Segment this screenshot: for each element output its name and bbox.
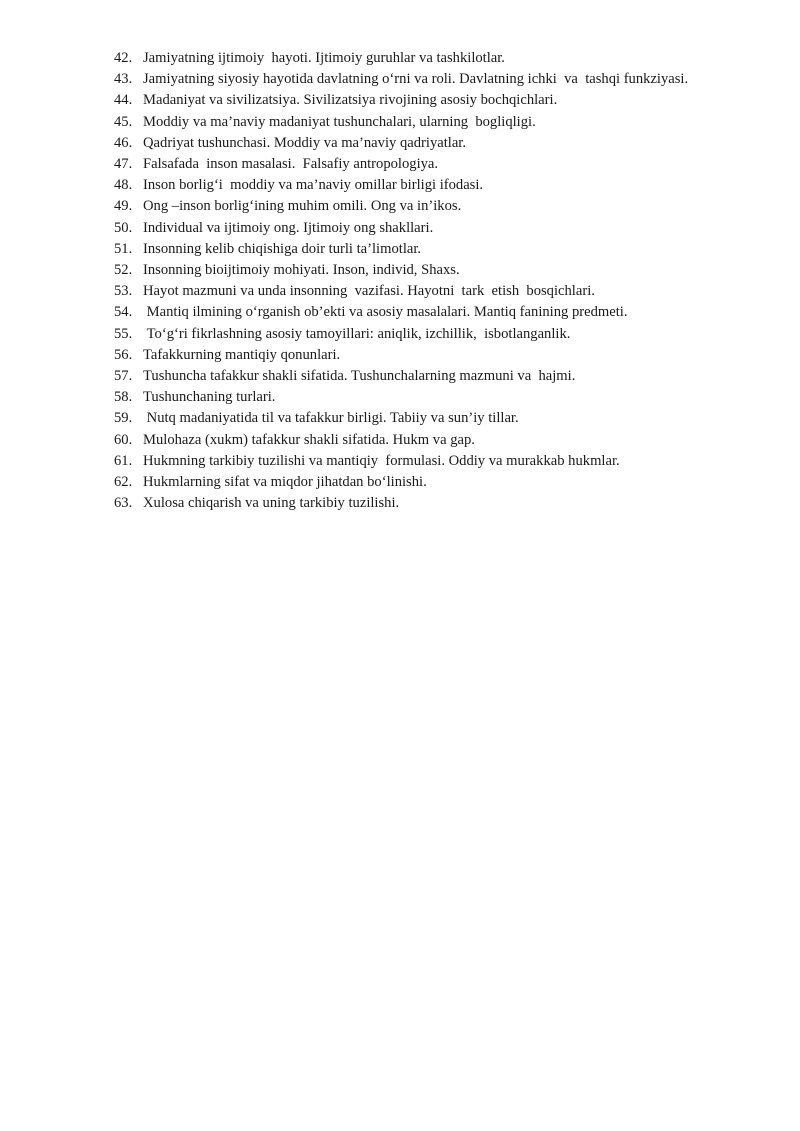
list-item-number: 49. [114, 198, 133, 215]
list-item-number: 51. [114, 240, 133, 257]
topic-list [114, 48, 744, 514]
list-item [114, 239, 744, 260]
list-item-text: Inson borlig‘i moddiy va ma’naviy omillar birligi ifodasi. [143, 177, 484, 194]
list-item-text: Falsafada inson masalasi. Falsafiy antropologiya. [143, 156, 439, 173]
list-item-number: 57. [114, 368, 133, 385]
list-item [114, 493, 744, 514]
list-item-number: 43. [114, 71, 133, 88]
list-item-number: 45. [114, 113, 133, 130]
list-item [114, 175, 744, 196]
list-item [114, 345, 744, 366]
list-item-text: Tafakkurning mantiqiy qonunlari. [143, 346, 341, 363]
list-item [114, 451, 744, 472]
list-item-text: Tushuncha tafakkur shakli sifatida. Tushunchalarning mazmuni va hajmi. [143, 368, 576, 385]
list-item-number: 54. [114, 304, 133, 321]
list-item-text: Hukmlarning sifat va miqdor jihatdan bo‘linishi. [143, 474, 427, 491]
list-item-number: 48. [114, 177, 133, 194]
list-item-number: 55. [114, 325, 133, 342]
list-item-text: To‘g‘ri fikrlashning asosiy tamoyillari: aniqlik, izchillik, isbotlanganlik. [143, 325, 571, 342]
list-item-number: 61. [114, 452, 133, 469]
list-item [114, 218, 744, 239]
list-item [114, 302, 744, 323]
list-item [114, 112, 744, 133]
list-item-text: Mulohaza (xukm) tafakkur shakli sifatida. Hukm va gap. [143, 431, 475, 448]
list-item [114, 133, 744, 154]
list-item-number: 46. [114, 134, 133, 151]
list-item [114, 196, 744, 217]
list-item [114, 260, 744, 281]
list-item [114, 408, 744, 429]
list-item-number: 52. [114, 262, 133, 279]
list-item-number: 42. [114, 50, 133, 66]
list-item-number: 63. [114, 495, 133, 512]
list-item-number: 58. [114, 389, 133, 406]
list-item-number: 59. [114, 410, 133, 427]
list-item-text: Hayot mazmuni va unda insonning vazifasi. Hayotni tark etish bosqichlari. [143, 283, 595, 300]
list-item [114, 90, 744, 111]
list-item-number: 47. [114, 156, 133, 173]
list-item-text: Tushunchaning turlari. [143, 389, 276, 406]
list-item [114, 154, 744, 175]
list-item-number: 44. [114, 92, 133, 109]
list-item-text: Madaniyat va sivilizatsiya. Sivilizatsiya rivojining asosiy bochqichlari. [143, 92, 558, 109]
list-item-text: Individual va ijtimoiy ong. Ijtimoiy ong shakllari. [143, 219, 434, 236]
list-item-text: Nutq madaniyatida til va tafakkur birligi. Tabiiy va sun’iy tillar. [143, 410, 519, 427]
list-item-text: Ong –inson borlig‘ining muhim omili. Ong va in’ikos. [143, 198, 462, 215]
list-item [114, 387, 744, 408]
list-item-text: Hukmning tarkibiy tuzilishi va mantiqiy formulasi. Oddiy va murakkab hukmlar. [143, 452, 620, 469]
list-item-number: 56. [114, 346, 133, 363]
list-item-number: 50. [114, 219, 133, 236]
list-item [114, 48, 744, 69]
list-item [114, 366, 744, 387]
list-item-text: Jamiyatning ijtimoiy hayoti. Ijtimoiy guruhlar va tashkilotlar. [143, 50, 505, 66]
list-item [114, 324, 744, 345]
list-item-text: Xulosa chiqarish va uning tarkibiy tuzilishi. [143, 495, 400, 512]
list-item-text: Insonning kelib chiqishiga doir turli ta’limotlar. [143, 240, 422, 257]
list-item [114, 281, 744, 302]
list-item-number: 60. [114, 431, 133, 448]
list-item-number: 62. [114, 474, 133, 491]
list-item-text: Moddiy va ma’naviy madaniyat tushunchalari, ularning bogliqligi. [143, 113, 536, 130]
list-item-number: 53. [114, 283, 133, 300]
list-item-text: Mantiq ilmining o‘rganish ob’ekti va asosiy masalalari. Mantiq fanining predmeti. [143, 304, 628, 321]
list-item [114, 472, 744, 493]
list-item [114, 69, 744, 90]
list-item-text: Jamiyatning siyosiy hayotida davlatning o‘rni va roli. Davlatning ichki va tashqi funkziyasi. [143, 71, 689, 88]
list-item-text: Qadriyat tushunchasi. Moddiy va ma’naviy qadriyatlar. [143, 134, 467, 151]
list-item-text: Insonning bioijtimoiy mohiyati. Inson, individ, Shaxs. [143, 262, 460, 279]
list-item [114, 430, 744, 451]
